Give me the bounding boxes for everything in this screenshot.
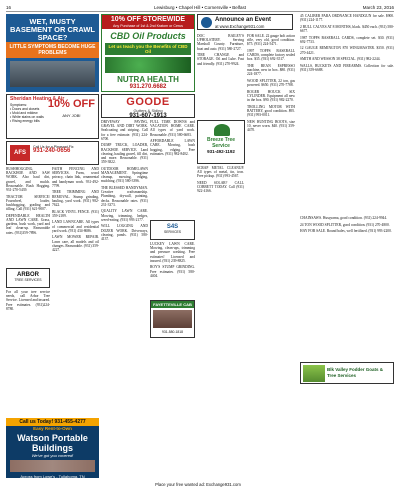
classified-item: ROY'S STUMP GRINDING. Free estimates. (931) 580-4404. [150, 265, 195, 278]
afs-text: Call Us for a Pleasant Fix [33, 145, 74, 149]
page-footer: Place your free wanted ad: Exchange931.com [155, 482, 241, 487]
basement-photo [10, 61, 95, 87]
classified-item: 1997 TOPPS BASEBALL CARDS, complete factory sealed box. $35. (931) 692-3517. [247, 49, 295, 62]
classified-item: 1987 TOPPS BASEBALL CARDS, complete set. $30. (931) 692-7733. [300, 35, 394, 44]
sheridan-name: Sheridan Heating & Air [10, 96, 65, 102]
basement-sub: LITTLE SYMPTOMS BECOME HUGE PROBLEMS [6, 42, 99, 58]
classified-item: SCRAP METAL CLEANUP. All types of metal, tin, iron. Free pickup. (931) 993-4567. [197, 166, 244, 179]
classified-item: WOOD SPLITTER, 22 ton, gas powered. $650. (931) 270-7788. [247, 79, 295, 88]
goode-ad[interactable] [101, 94, 195, 118]
goats-text: Blk Valley Fodder Goats & Tree Services [327, 367, 384, 378]
goats-photo [303, 365, 325, 382]
sheridan-off-sub: ANY JOB! [62, 113, 81, 118]
s4s-ad[interactable] [150, 220, 195, 240]
classified-item: LAND LAWNCARE. All types of commercial and residential yard work. (931) 434-8686. [52, 220, 99, 233]
classified-item: QUALITY LAWN CARE. Mowing, trimming, hedges, weed-eating. (931) 993-2177. [101, 209, 148, 222]
page-date: March 23, 2016 [362, 5, 394, 10]
sheridan-ad[interactable] [6, 94, 99, 139]
column-5b [197, 166, 244, 478]
arbor-name: ARBOR [17, 272, 39, 278]
sheridan-line: • Rising energy bills [10, 119, 40, 123]
sheridan-line: • White stains on walls [10, 115, 44, 119]
classified-item: 2 BULL CALVES AT 8 MONTHS, black. $450 each. (931) 580-6677. [300, 24, 394, 33]
column-1b [6, 290, 50, 416]
goode-name: GOODE [126, 96, 170, 108]
goode-phone: 931-607-1913 [129, 113, 167, 118]
column-4b [150, 242, 195, 298]
classified-item: TIRE CHANGE and STORAGE. Oil and Lube. Fast and friendly. (931) 270-9924. [197, 53, 244, 66]
classified-item: FOR SALE. 22 gauge bolt action rifle, very old, good condition. $75. (931) 224-5471. [247, 34, 295, 47]
basement-headline: WET, MUSTY BASEMENT OR CRAWL SPACE? [10, 17, 95, 42]
classified-item: THE BEAN ESPRESSO machine, new in box. $80. (931) 224-1877. [247, 64, 295, 77]
classified-item: DRIVEWAY PAVING, GRAVEL AND DIRT WORK. Sealcoating and striping. Call for a free estimate. (931) 224-6700. [101, 120, 148, 141]
cbd-store: NUTRA HEALTH [117, 75, 179, 84]
classified-item: DEPENDABLE HEALTH AND LAWN CARE. Grass, gardens, bush work, yard and leaf clean-up. Reasonable rates. (931)359-7896. [6, 213, 50, 235]
column-2 [52, 167, 99, 417]
cbd-phone: 931.270.6682 [129, 84, 167, 90]
sheridan-line: Symptoms: [10, 103, 27, 107]
classified-item: LUCKEY LAWN CARE. Mowing, clean-ups, trimming and pressure washing. Free estimates! Licensed and insured. (931) 239-8825. [150, 242, 195, 263]
classified-item: TRACTOR SERVICE/ Fourwheel, loader, bushhogging, grading and tilling. Call (931) 621-9007. [6, 194, 50, 212]
classified-item: BUSHHOGGING, BACKHOE AND SAW WORK. Also haul dirt, gravel, and mulch. Reasonable. Bush Hogging. 931-270-5439. [6, 167, 50, 193]
cab-name: FAYETTEVILLE CAB [151, 301, 194, 308]
page-number: 16 [6, 5, 12, 10]
classified-item: TREE TRIMMING AND REMOVAL. Stump grinding, hauling, yard work. (931) 982-7622. [52, 190, 99, 208]
classified-item: FULL TIME DOWNS and VACATION HOME CARE. All types of yard work. Reasonable. (931) 580-6683. [150, 120, 195, 137]
classified-item: SMITH AND WESSON 38 SPECIAL. (931) 982-2244. [300, 57, 381, 62]
sheridan-off: 10% OFF [47, 98, 95, 110]
classified-item: HAY FOR SALE. Round bales, well fertilized. (931) 993-2200. [300, 229, 392, 234]
afs-logo: AFS [10, 145, 30, 161]
cab-ad[interactable] [150, 300, 195, 338]
classified-item: For all your tree service needs, call Arbor Tree Service. Licensed and insured. Free estimates. (931)224-8780. [6, 290, 50, 311]
watson-tag: We've got you covered! [31, 453, 74, 458]
tree-name: Breeze Tree Service [206, 137, 236, 149]
cab-photo [153, 310, 192, 328]
classified-item: TROLLING MOTOR WITH BATTERY, good condition. $95. (931) 993-0011. [247, 104, 295, 118]
sheridan-discount [48, 99, 95, 121]
watson-location: Across from Lowe's - Tullahoma, TN [20, 474, 85, 478]
column-1 [6, 167, 50, 267]
column-7 [300, 14, 394, 214]
classified-item: OUTDOOR HOMELAWN MANAGEMENT. Springtime cleanup, mowing, edging, mulching. (931) 580-3396. [101, 166, 148, 184]
announce-url[interactable]: at www.Exchange931.com [215, 24, 265, 29]
watson-offer: Easy Rent-to-Own [33, 426, 72, 431]
afs-phone: 931-240-0656 [33, 148, 71, 155]
announce-title: Announce an Event [215, 17, 272, 23]
classified-item: DUMP TRUCK, LOADER, BACKHOE SERVICE. Land clearing, hauling gravel, fill dirt, and more. Reasonable. (931) 359-3822. [101, 143, 148, 165]
column-5 [197, 34, 244, 118]
watson-call: Call us Today! 931-455-4277 [6, 418, 99, 426]
page-title: Lewisburg • Chapel Hill • Cornersville • Belfast [153, 5, 246, 10]
cbd-brand: CBD Oil Products [110, 31, 186, 41]
column-8 [300, 216, 394, 360]
classified-item: 24 TON WOOD SPLITTER, good condition. (931) 270-4800. [300, 222, 390, 227]
announce-ad[interactable] [197, 14, 293, 30]
building-photo [10, 460, 95, 472]
column-3 [101, 120, 148, 480]
classified-item: NEED SOLAR? CALL COBBETT TODAY. Call (931) 922-4166. [197, 181, 244, 194]
watson-name: Watson Portable Buildings [17, 433, 88, 453]
basement-ad[interactable] [6, 14, 99, 92]
goats-ad[interactable] [300, 362, 394, 384]
tree-phone: 931-492-1192 [207, 149, 235, 154]
column-6 [247, 34, 295, 478]
cbd-banner: Let us teach you the Benefits of CBD Oil [105, 43, 191, 55]
sheridan-line: • Mold and mildew [10, 111, 38, 115]
classified-item: WALLS, BUCKETS AND FIREARMS. Collection for sale. (931) 359-6688. [300, 63, 394, 72]
tree-icon [214, 124, 230, 136]
cab-phone: 931-580-1818 [161, 330, 184, 334]
afs-ad[interactable] [6, 141, 99, 165]
classified-item: AFFORDABLE LAWN CARE. Mowing, bush hogging, edging. Free estimates. (931) 982-8402. [150, 139, 195, 156]
page-header [6, 4, 394, 12]
classified-item: LAWN MOWER REPAIR. Lawn care, all models and oil changes. Reasonable. (931) 359-4227. [52, 235, 99, 253]
classified-item: NEW HUNTING BOOTS, size 10, never worn. $40. (931) 359-4470. [247, 119, 295, 133]
tree-ad[interactable] [197, 120, 245, 164]
goode-sub: Gutters & Siding [133, 108, 163, 113]
cbd-offer-sub: Any Purchase of 1st & 2nd Kratom or Cerus [102, 24, 194, 29]
cbd-ad[interactable] [101, 14, 195, 92]
s4s-sub: SERVICES [163, 230, 182, 234]
s4s-name: S4S [166, 224, 179, 230]
arbor-ad[interactable] [6, 268, 50, 288]
classified-item: CHAINSAWS. Husqvarna, good condition. (931) 224-9944. [300, 216, 388, 220]
classified-item: 45 CALIBER PARA ORDNANCE HANDGUN for sale. $900. (931) 224-1177. [300, 14, 394, 23]
basement-thumbs [6, 90, 99, 92]
megaphone-icon [201, 17, 212, 28]
classified-item: BLACK VINYL FENCE. (931) 359-2189. [52, 209, 99, 218]
arbor-sub: TREE SERVICES [14, 278, 42, 282]
cbd-offer: 10% OFF STOREWIDE [102, 15, 194, 24]
classified-item: THE BLESSED HANDYMAN. Creative craftsmanship. Plumbing, drywall, painting, decks. Reasonable rates. (931) 231-3373. [101, 186, 148, 207]
classified-item: WILL LOGGING AND DOZER WORK. Driveways, clearing, ponds. (931) 580-4137. [101, 224, 148, 242]
classified-item: 12 GAUGE REMINGTON 870 WINGMASTER. $350. (931) 270-4421. [300, 46, 394, 55]
classified-item: DOC BAILEY'S UPHOLSTERY. Serving Marshall County. Furniture, boat and auto. (931) 580-2727. [197, 34, 244, 51]
watson-ad[interactable] [6, 418, 99, 478]
sheridan-line: • Doors and closets [10, 107, 40, 111]
classified-item: FAITH FENCING AND SERVICES. Farm, wood privacy, chain link, ornamental and handyman work. 931-492-7799. [52, 167, 99, 188]
leaf-icon [105, 57, 191, 73]
column-4 [150, 120, 195, 218]
classified-item: ROGER HOUCK SIX CYLINDER. Equipment all new in the box. $90. (931) 982-2270. [247, 89, 295, 103]
